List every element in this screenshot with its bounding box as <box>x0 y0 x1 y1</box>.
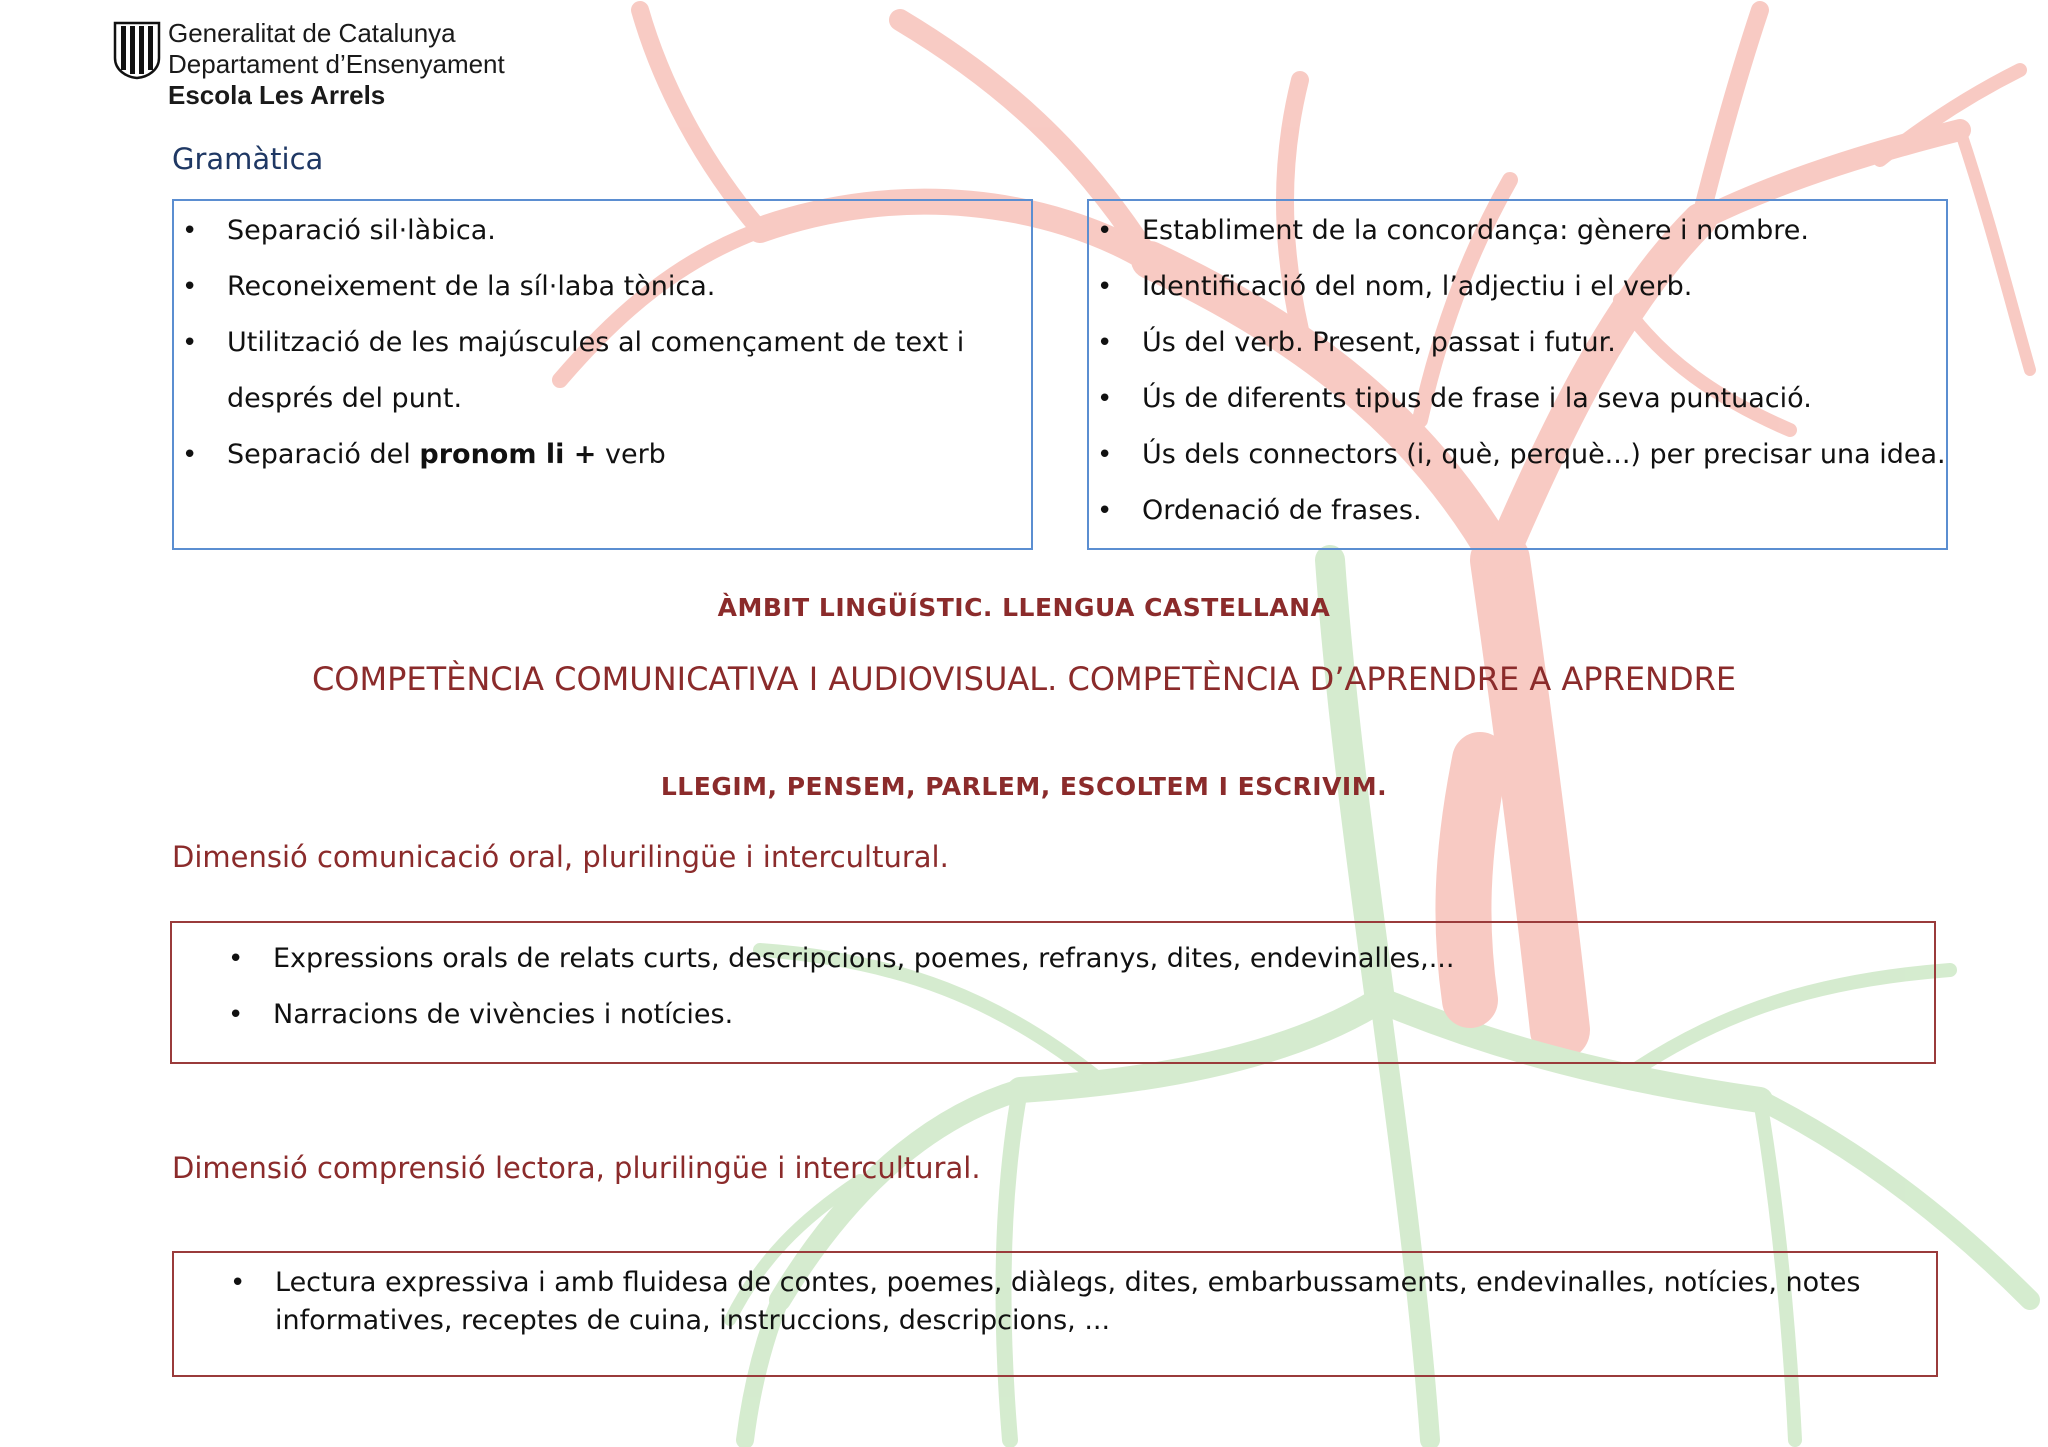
list-item: • Establiment de la concordança: gènere i nombre. <box>1089 203 1946 259</box>
list-item: • Utilització de les majúscules al començament de text i després del punt. <box>174 315 1031 427</box>
list-item: • Narracions de vivències i notícies. <box>220 987 1934 1043</box>
school-name: Escola Les Arrels <box>168 80 386 110</box>
item-text-bold: pronom li + <box>419 439 597 470</box>
list-item: • Expressions orals de relats curts, descripcions, poemes, refranys, dites, endevinalles,... <box>220 931 1934 987</box>
list-item: • Ús dels connectors (i, què, perquè...) per precisar una idea. <box>1089 427 1946 483</box>
lectora-box <box>172 1251 1938 1377</box>
gramatica-box-left <box>172 199 1033 550</box>
letterhead <box>112 18 505 111</box>
list-item: • Lectura expressiva i amb fluidesa de contes, poemes, diàlegs, dites, embarbussaments, endevinalles, notícies, notes informatives, receptes de cuina, instruccions, descripcions, ... <box>222 1264 1896 1340</box>
list-item: • Ordenació de frases. <box>1089 483 1946 539</box>
item-text-before: Separació del <box>227 439 420 470</box>
oral-box <box>170 921 1936 1064</box>
list-item <box>174 427 1031 483</box>
item-text-after: verb <box>596 439 666 470</box>
section-title-gramatica: Gramàtica <box>172 142 324 176</box>
gramatica-right-list <box>1089 203 1946 539</box>
section-title-lectora: Dimensió comprensió lectora, plurilingüe i intercultural. <box>172 1151 981 1185</box>
list-item: • Separació sil·làbica. <box>174 203 1031 259</box>
gramatica-left-list <box>174 203 1031 483</box>
lectora-list <box>222 1264 1896 1340</box>
gramatica-box-right <box>1087 199 1948 550</box>
ambit-heading: ÀMBIT LINGÜÍSTIC. LLENGUA CASTELLANA <box>717 593 1331 622</box>
department-name: Departament d’Ensenyament <box>168 49 505 79</box>
institution-name: Generalitat de Catalunya <box>168 18 456 48</box>
llegim-heading: LLEGIM, PENSEM, PARLEM, ESCOLTEM I ESCRIVIM. <box>660 772 1388 801</box>
list-item: • Reconeixement de la síl·laba tònica. <box>174 259 1031 315</box>
list-item: • Identificació del nom, l’adjectiu i el verb. <box>1089 259 1946 315</box>
letterhead-text <box>168 18 505 111</box>
competencia-heading: COMPETÈNCIA COMUNICATIVA I AUDIOVISUAL. COMPETÈNCIA D’APRENDRE A APRENDRE <box>311 660 1737 698</box>
section-title-oral: Dimensió comunicació oral, plurilingüe i intercultural. <box>172 840 949 874</box>
list-item: • Ús de diferents tipus de frase i la seva puntuació. <box>1089 371 1946 427</box>
list-item: • Ús del verb. Present, passat i futur. <box>1089 315 1946 371</box>
oral-list <box>220 931 1934 1043</box>
catalonia-coat-of-arms-icon <box>112 20 162 80</box>
